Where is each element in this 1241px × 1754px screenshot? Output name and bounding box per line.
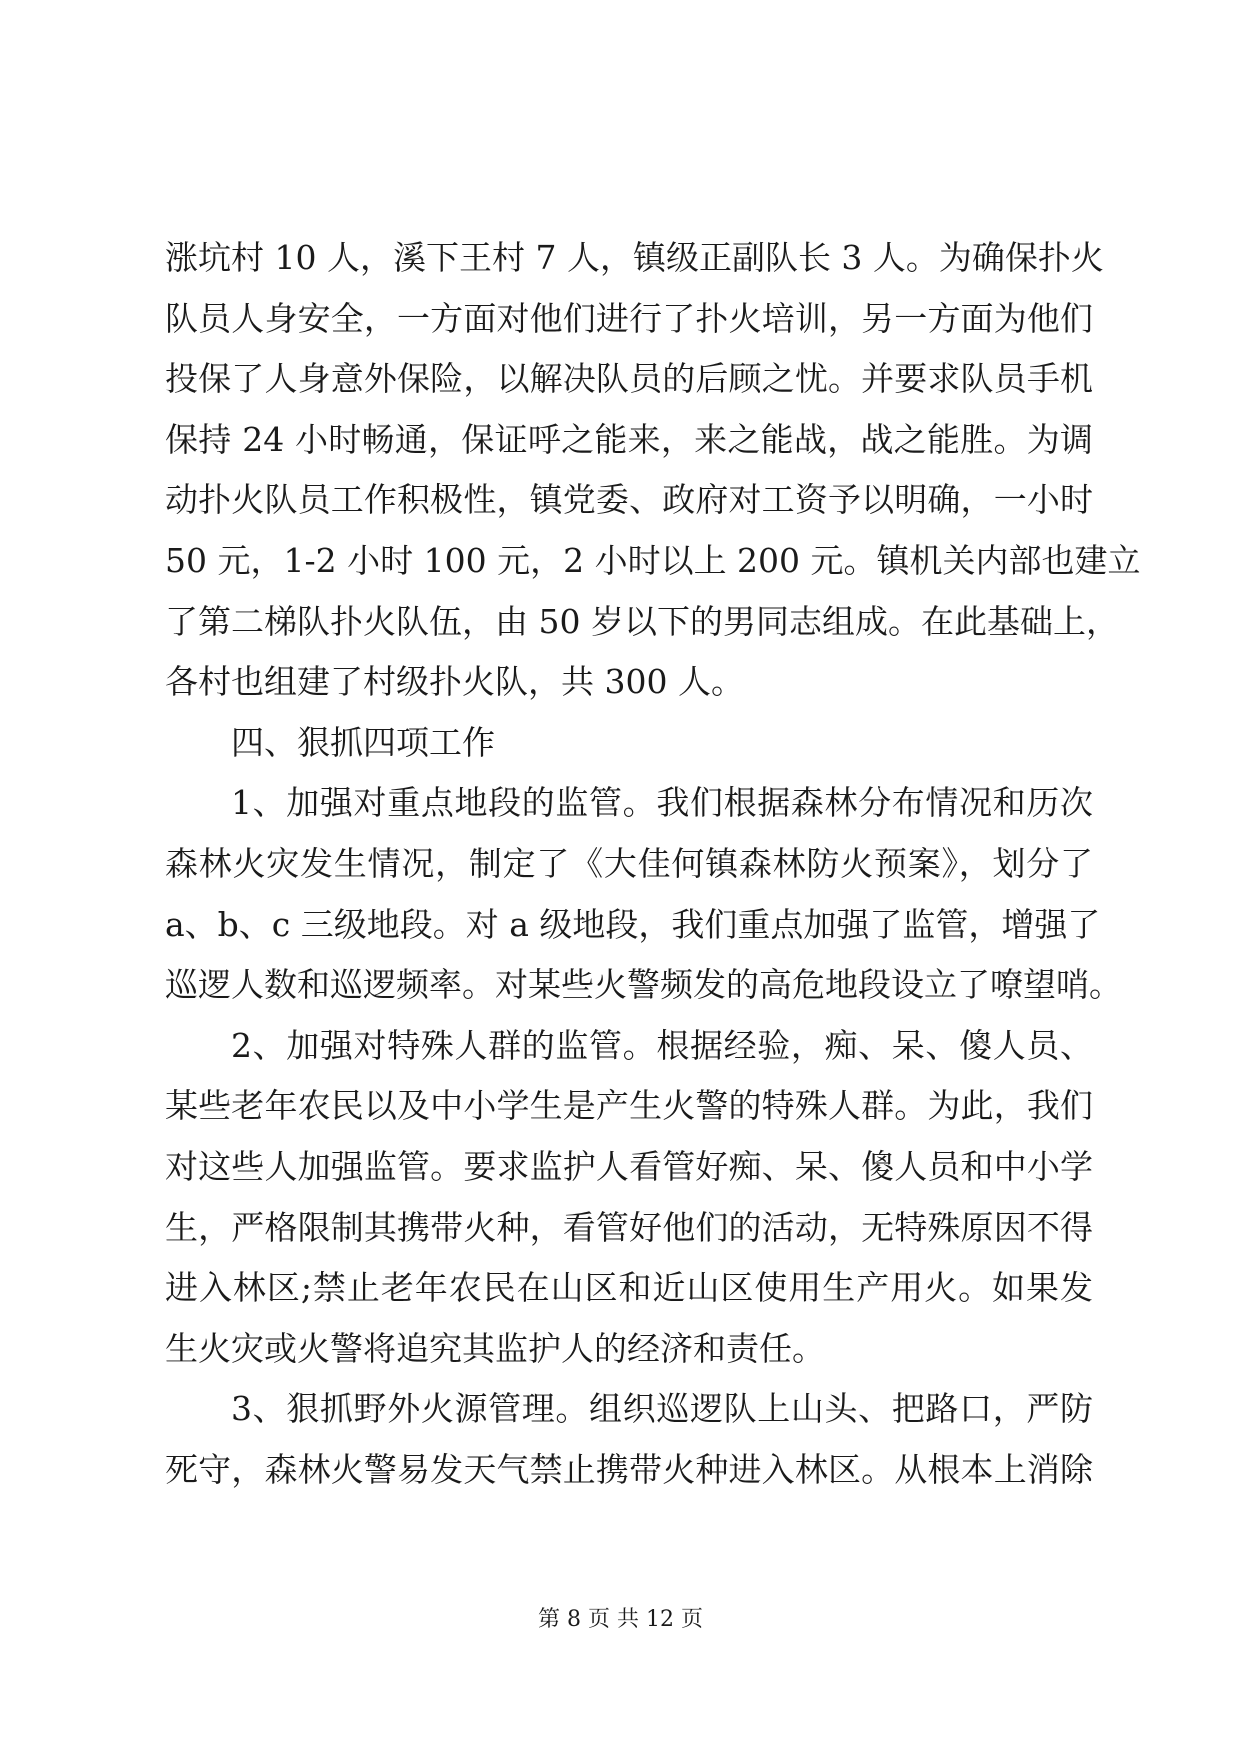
text-line: 了第二梯队扑火队伍，由 50 岁以下的男同志组成。在此基础上，	[165, 601, 1119, 641]
text-line: 涨坑村 10 人，溪下王村 7 人，镇级正副队长 3 人。为确保扑火	[165, 238, 1104, 277]
text-line: 森林火灾发生情况，制定了《大佳何镇森林防火预案》，划分了	[165, 843, 1093, 883]
text-line: 死守，森林火警易发天气禁止携带火种进入林区。从根本上消除	[165, 1449, 1093, 1489]
text-line: 进入林区;禁止老年农民在山区和近山区使用生产用火。如果发	[165, 1268, 1093, 1308]
text-line: 生火灾或火警将追究其监护人的经济和责任。	[165, 1328, 825, 1368]
text-line: 2、加强对特殊人群的监管。根据经验，痴、呆、傻人员、	[231, 1025, 1093, 1065]
text-line: 投保了人身意外保险，以解决队员的后顾之忧。并要求队员手机	[165, 359, 1093, 399]
text-line: 某些老年农民以及中小学生是产生火警的特殊人群。为此，我们	[165, 1086, 1093, 1126]
text-line: a、b、c 三级地段。对 a 级地段，我们重点加强了监管，增强了	[165, 904, 1101, 944]
text-line: 生，严格限制其携带火种，看管好他们的活动，无特殊原因不得	[165, 1207, 1093, 1247]
text-line: 50 元，1-2 小时 100 元，2 小时以上 200 元。镇机关内部也建立	[165, 540, 1141, 580]
body-text	[165, 228, 1141, 1500]
text-line: 对这些人加强监管。要求监护人看管好痴、呆、傻人员和中小学	[165, 1146, 1093, 1186]
text-line: 动扑火队员工作积极性，镇党委、政府对工资予以明确，一小时	[165, 480, 1093, 520]
section-heading: 四、狠抓四项工作	[231, 722, 495, 762]
page-footer: 第 8 页 共 12 页	[538, 1607, 703, 1632]
text-line: 各村也组建了村级扑火队，共 300 人。	[165, 662, 744, 702]
text-line: 3、狠抓野外火源管理。组织巡逻队上山头、把路口，严防	[231, 1389, 1093, 1429]
text-line: 队员人身安全，一方面对他们进行了扑火培训，另一方面为他们	[165, 298, 1093, 338]
text-line: 1、加强对重点地段的监管。我们根据森林分布情况和历次	[231, 783, 1093, 823]
text-line: 巡逻人数和巡逻频率。对某些火警频发的高危地段设立了嘹望哨。	[165, 965, 1122, 1005]
text-line: 保持 24 小时畅通，保证呼之能来，来之能战，战之能胜。为调	[165, 419, 1093, 459]
